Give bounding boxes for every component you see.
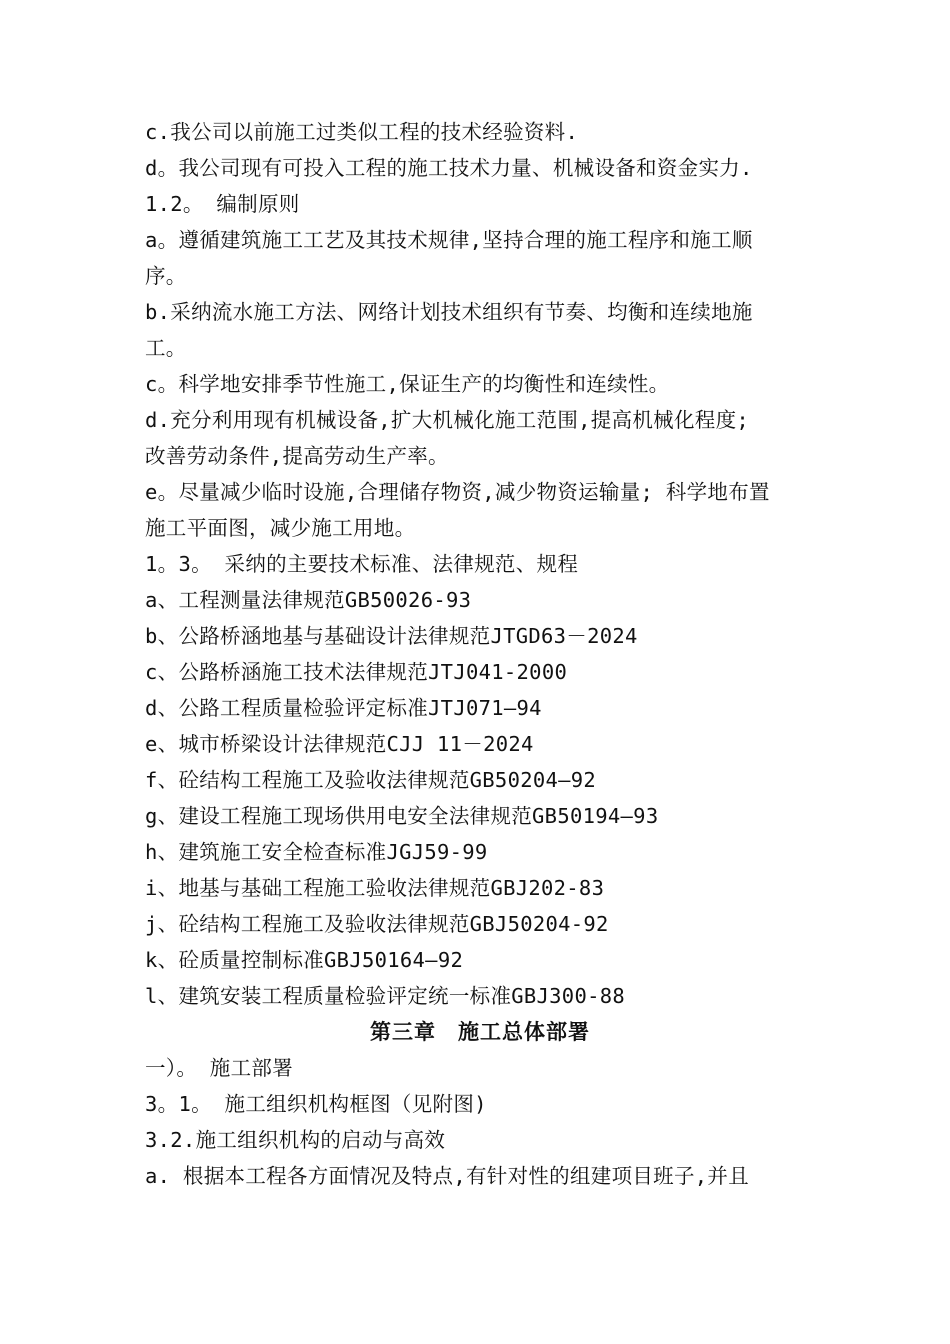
text-line: 改善劳动条件,提高劳动生产率。 (145, 444, 449, 468)
standard-item: d、公路工程质量检验评定标准JTJ071—94 (145, 696, 542, 720)
text-line: b.采纳流水施工方法、网络计划技术组织有节奏、均衡和连续地施 (145, 300, 753, 324)
text-line: 施工平面图，减少施工用地。 (145, 516, 416, 540)
text-line: e。尽量减少临时设施,合理储存物资,减少物资运输量; 科学地布置 (145, 480, 770, 504)
section-title: 1。3。 采纳的主要技术标准、法律规范、规程 (145, 552, 579, 576)
standard-item: a、工程测量法律规范GB50026-93 (145, 588, 472, 612)
text-line: 工。 (145, 336, 187, 360)
text-line: d.充分利用现有机械设备,扩大机械化施工范围,提高机械化程度; (145, 408, 750, 432)
standard-item: k、砼质量控制标准GBJ50164—92 (145, 948, 464, 972)
standard-item: g、建设工程施工现场供用电安全法律规范GB50194—93 (145, 804, 659, 828)
standard-item: e、城市桥梁设计法律规范CJJ 11－2024 (145, 732, 534, 756)
text-line: c.我公司以前施工过类似工程的技术经验资料. (145, 120, 579, 144)
chapter-heading: 第三章 施工总体部署 (370, 1020, 590, 1044)
standard-item: i、地基与基础工程施工验收法律规范GBJ202-83 (145, 876, 605, 900)
standard-item: j、砼结构工程施工及验收法律规范GBJ50204-92 (145, 912, 609, 936)
text-line: 序。 (145, 264, 187, 288)
standard-item: c、公路桥涵施工技术法律规范JTJ041-2000 (145, 660, 568, 684)
text-line: c。科学地安排季节性施工,保证生产的均衡性和连续性。 (145, 372, 670, 396)
standard-item: h、建筑施工安全检查标准JGJ59-99 (145, 840, 488, 864)
section-title: 一）。 施工部署 (145, 1056, 293, 1080)
standard-item: b、公路桥涵地基与基础设计法律规范JTGD63－2024 (145, 624, 638, 648)
document-body (145, 114, 815, 1194)
text-line: a。遵循建筑施工工艺及其技术规律,坚持合理的施工程序和施工顺 (145, 228, 753, 252)
section-title: 3。1。 施工组织机构框图（见附图) (145, 1092, 487, 1116)
section-title: 1.2。 编制原则 (145, 192, 300, 216)
section-title: 3.2.施工组织机构的启动与高效 (145, 1128, 446, 1152)
standard-item: l、建筑安装工程质量检验评定统一标准GBJ300-88 (145, 984, 626, 1008)
standard-item: f、砼结构工程施工及验收法律规范GB50204—92 (145, 768, 597, 792)
text-line: d。我公司现有可投入工程的施工技术力量、机械设备和资金实力. (145, 156, 753, 180)
text-line: a. 根据本工程各方面情况及特点,有针对性的组建项目班子,并且 (145, 1164, 750, 1188)
